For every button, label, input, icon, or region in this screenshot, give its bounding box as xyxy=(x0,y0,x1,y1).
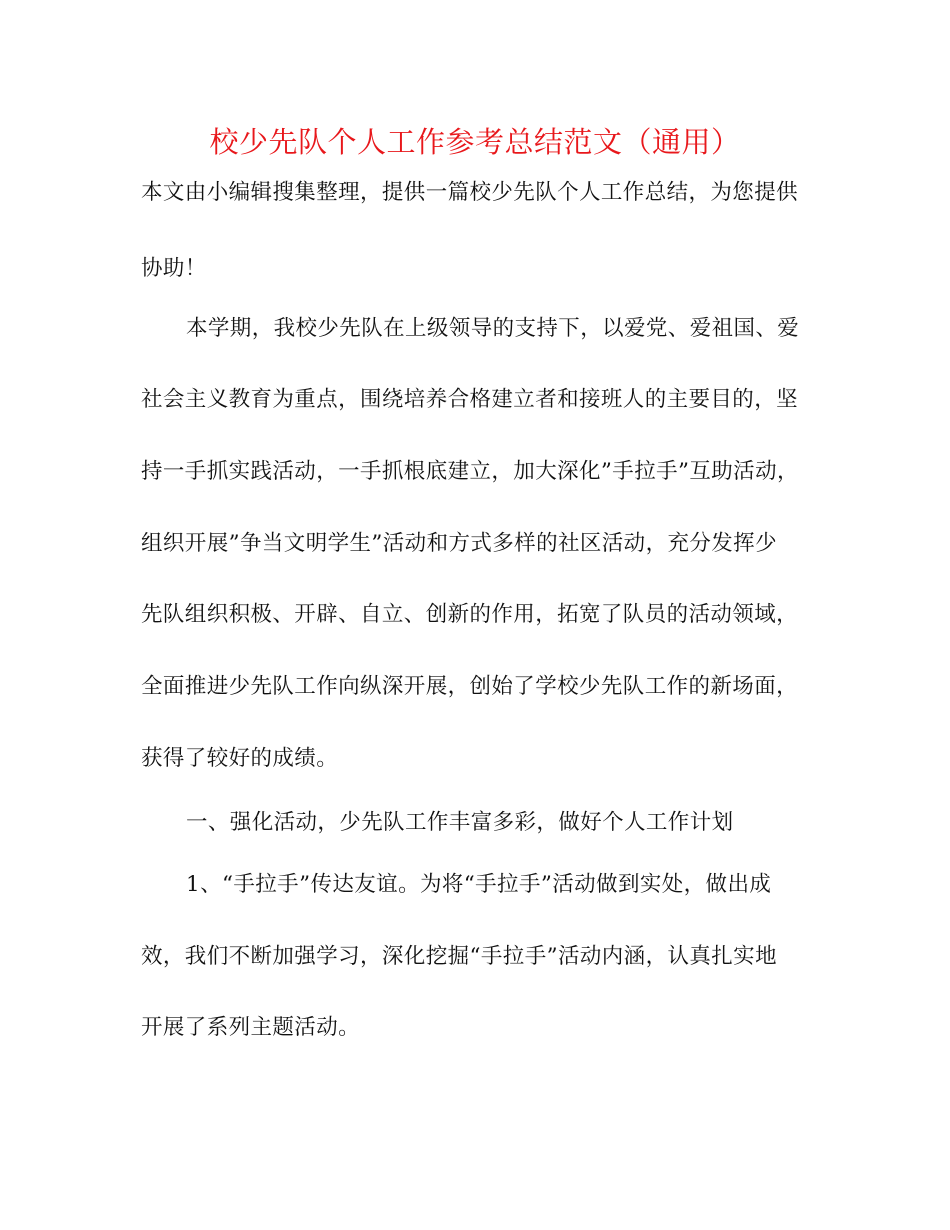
paragraph-line: 组织开展”争当文明学生”活动和方式多样的社区活动，充分发挥少 xyxy=(141,531,777,556)
paragraph-line: 1、“手拉手”传达友谊。为将“手拉手”活动做到实处，做出成 xyxy=(186,872,772,897)
document-title: 校少先队个人工作参考总结范文（通用） xyxy=(209,125,741,159)
paragraph-line: 效，我们不断加强学习，深化挖掘“手拉手”活动内涵，认真扎实地 xyxy=(141,944,777,969)
paragraph-line: 全面推进少先队工作向纵深开展，创始了学校少先队工作的新场面， xyxy=(141,674,799,699)
paragraph-line: 协助！ xyxy=(141,256,207,281)
paragraph-line: 本学期，我校少先队在上级领导的支持下，以爱党、爱祖国、爱 xyxy=(186,316,800,341)
paragraph-line: 获得了较好的成绩。 xyxy=(141,746,339,771)
paragraph-line: 开展了系列主题活动。 xyxy=(141,1015,361,1040)
paragraph-line: 社会主义教育为重点，围绕培养合格建立者和接班人的主要目的，坚 xyxy=(141,387,799,412)
section-heading: 一、强化活动，少先队工作丰富多彩，做好个人工作计划 xyxy=(186,810,734,835)
paragraph-line: 先队组织积极、开辟、自立、创新的作用，拓宽了队员的活动领域， xyxy=(141,602,799,627)
paragraph-line: 持一手抓实践活动，一手抓根底建立，加大深化”手拉手”互助活动， xyxy=(141,459,799,484)
paragraph-line: 本文由小编辑搜集整理，提供一篇校少先队个人工作总结，为您提供 xyxy=(141,180,799,205)
